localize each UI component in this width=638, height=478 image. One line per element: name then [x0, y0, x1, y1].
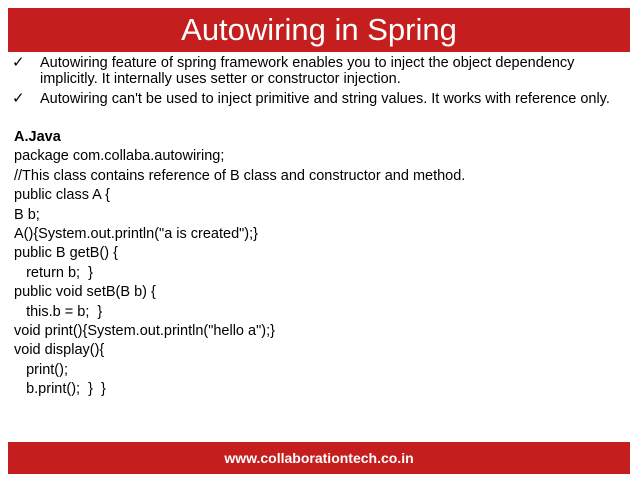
bullet-text: Autowiring can't be used to inject primitive and string values. It works with reference only.	[40, 91, 610, 107]
checkmark-icon: ✓	[12, 54, 25, 71]
code-line: void display(){	[14, 342, 105, 359]
code-heading: A.Java	[14, 129, 61, 145]
code-line: public void setB(B b) {	[14, 284, 156, 301]
bullet-list	[10, 55, 628, 111]
code-line: public class A {	[14, 187, 110, 204]
code-line: package com.collaba.autowiring;	[14, 148, 225, 165]
bullet-item	[10, 91, 628, 107]
checkmark-icon: ✓	[12, 90, 25, 107]
bullet-text: Autowiring feature of spring framework enables you to inject the object dependency implicitly. It internally uses setter or constructor injection.	[40, 55, 575, 87]
bullet-item	[10, 55, 628, 87]
code-line: this.b = b; }	[14, 303, 103, 320]
code-block	[14, 128, 628, 400]
slide-title: Autowiring in Spring	[8, 8, 630, 52]
code-line: void print(){System.out.println("hello a");}	[14, 323, 275, 340]
code-line: public B getB() {	[14, 245, 118, 262]
footer-url: www.collaborationtech.co.in	[8, 442, 630, 474]
code-line: b.print(); } }	[14, 381, 106, 398]
code-line: //This class contains reference of B class and constructor and method.	[14, 167, 466, 184]
code-line: return b; }	[14, 264, 93, 281]
code-line: B b;	[14, 206, 40, 223]
code-line: A(){System.out.println("a is created");}	[14, 226, 259, 243]
code-line: print();	[14, 361, 68, 378]
